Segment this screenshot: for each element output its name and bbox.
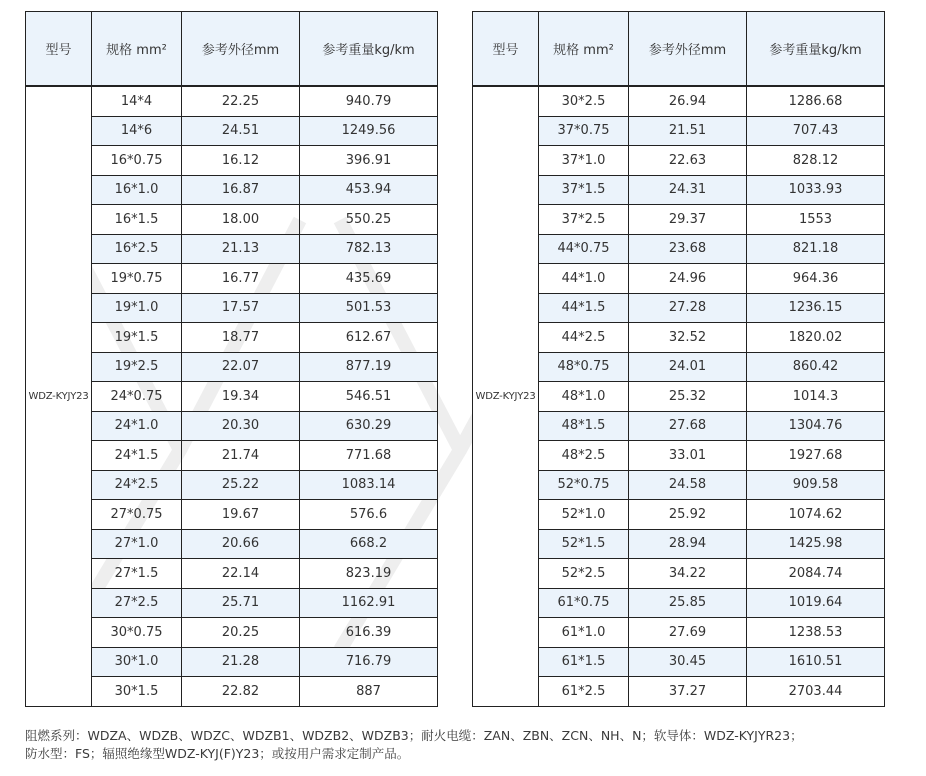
spec-cell: 37*1.0	[539, 146, 629, 176]
diameter-cell: 25.71	[182, 588, 300, 618]
weight-cell: 1238.53	[747, 618, 885, 648]
diameter-cell: 32.52	[629, 323, 747, 353]
header-weight: 参考重量kg/km	[747, 12, 885, 87]
spec-cell: 44*2.5	[539, 323, 629, 353]
weight-cell: 1249.56	[300, 116, 438, 146]
diameter-cell: 28.94	[629, 529, 747, 559]
weight-cell: 1425.98	[747, 529, 885, 559]
spec-table-left	[25, 11, 438, 707]
header-model: 型号	[26, 12, 92, 87]
weight-cell: 1019.64	[747, 588, 885, 618]
spec-cell: 61*2.5	[539, 677, 629, 707]
model-cell: WDZ-KYJY23	[26, 86, 92, 706]
spec-cell: 27*0.75	[92, 500, 182, 530]
diameter-cell: 18.77	[182, 323, 300, 353]
diameter-cell: 21.28	[182, 647, 300, 677]
spec-cell: 16*2.5	[92, 234, 182, 264]
spec-cell: 24*1.5	[92, 441, 182, 471]
diameter-cell: 18.00	[182, 205, 300, 235]
spec-cell: 52*1.0	[539, 500, 629, 530]
weight-cell: 612.67	[300, 323, 438, 353]
diameter-cell: 21.74	[182, 441, 300, 471]
diameter-cell: 20.30	[182, 411, 300, 441]
weight-cell: 546.51	[300, 382, 438, 412]
spec-cell: 37*2.5	[539, 205, 629, 235]
header-model: 型号	[473, 12, 539, 87]
table-row	[473, 86, 885, 116]
spec-cell: 48*2.5	[539, 441, 629, 471]
weight-cell: 716.79	[300, 647, 438, 677]
header-spec: 规格 mm²	[92, 12, 182, 87]
spec-cell: 19*0.75	[92, 264, 182, 294]
footnote-line-1: 阻燃系列：WDZA、WDZB、WDZC、WDZB1、WDZB2、WDZB3；耐火电缆：ZAN、ZBN、ZCN、NH、N；软导体：WDZ-KYJYR23；	[25, 728, 803, 743]
diameter-cell: 25.85	[629, 588, 747, 618]
diameter-cell: 23.68	[629, 234, 747, 264]
spec-cell: 27*1.0	[92, 529, 182, 559]
spec-cell: 30*1.0	[92, 647, 182, 677]
diameter-cell: 21.51	[629, 116, 747, 146]
spec-table-right	[472, 11, 885, 707]
footnote	[25, 727, 915, 763]
weight-cell: 1083.14	[300, 470, 438, 500]
spec-cell: 19*2.5	[92, 352, 182, 382]
spec-cell: 52*2.5	[539, 559, 629, 589]
weight-cell: 501.53	[300, 293, 438, 323]
diameter-cell: 16.77	[182, 264, 300, 294]
spec-cell: 61*1.5	[539, 647, 629, 677]
weight-cell: 964.36	[747, 264, 885, 294]
diameter-cell: 19.34	[182, 382, 300, 412]
header-diameter: 参考外径mm	[182, 12, 300, 87]
weight-cell: 1820.02	[747, 323, 885, 353]
spec-cell: 19*1.5	[92, 323, 182, 353]
weight-cell: 1610.51	[747, 647, 885, 677]
spec-cell: 44*1.0	[539, 264, 629, 294]
weight-cell: 1074.62	[747, 500, 885, 530]
diameter-cell: 22.82	[182, 677, 300, 707]
spec-cell: 16*1.5	[92, 205, 182, 235]
diameter-cell: 21.13	[182, 234, 300, 264]
diameter-cell: 25.22	[182, 470, 300, 500]
spec-cell: 61*0.75	[539, 588, 629, 618]
weight-cell: 550.25	[300, 205, 438, 235]
diameter-cell: 22.07	[182, 352, 300, 382]
spec-cell: 24*1.0	[92, 411, 182, 441]
diameter-cell: 27.28	[629, 293, 747, 323]
table-header-row	[26, 12, 438, 87]
spec-cell: 48*1.0	[539, 382, 629, 412]
weight-cell: 782.13	[300, 234, 438, 264]
weight-cell: 1033.93	[747, 175, 885, 205]
diameter-cell: 20.66	[182, 529, 300, 559]
diameter-cell: 24.58	[629, 470, 747, 500]
weight-cell: 828.12	[747, 146, 885, 176]
weight-cell: 823.19	[300, 559, 438, 589]
table-row	[26, 86, 438, 116]
diameter-cell: 27.69	[629, 618, 747, 648]
spec-cell: 52*1.5	[539, 529, 629, 559]
header-spec: 规格 mm²	[539, 12, 629, 87]
spec-cell: 30*1.5	[92, 677, 182, 707]
weight-cell: 1014.3	[747, 382, 885, 412]
spec-cell: 37*1.5	[539, 175, 629, 205]
weight-cell: 1927.68	[747, 441, 885, 471]
diameter-cell: 16.12	[182, 146, 300, 176]
diameter-cell: 24.96	[629, 264, 747, 294]
spec-cell: 16*1.0	[92, 175, 182, 205]
weight-cell: 453.94	[300, 175, 438, 205]
spec-cell: 44*1.5	[539, 293, 629, 323]
diameter-cell: 37.27	[629, 677, 747, 707]
diameter-cell: 19.67	[182, 500, 300, 530]
diameter-cell: 27.68	[629, 411, 747, 441]
footnote-line-2: 防水型：FS；辐照绝缘型WDZ-KYJ(F)Y23；或按用户需求定制产品。	[25, 746, 410, 761]
diameter-cell: 22.63	[629, 146, 747, 176]
weight-cell: 1162.91	[300, 588, 438, 618]
spec-cell: 37*0.75	[539, 116, 629, 146]
diameter-cell: 34.22	[629, 559, 747, 589]
weight-cell: 1304.76	[747, 411, 885, 441]
spec-cell: 61*1.0	[539, 618, 629, 648]
weight-cell: 668.2	[300, 529, 438, 559]
model-cell: WDZ-KYJY23	[473, 86, 539, 706]
weight-cell: 2703.44	[747, 677, 885, 707]
spec-cell: 19*1.0	[92, 293, 182, 323]
diameter-cell: 24.01	[629, 352, 747, 382]
diameter-cell: 22.14	[182, 559, 300, 589]
weight-cell: 887	[300, 677, 438, 707]
weight-cell: 909.58	[747, 470, 885, 500]
weight-cell: 771.68	[300, 441, 438, 471]
weight-cell: 940.79	[300, 86, 438, 116]
spec-cell: 16*0.75	[92, 146, 182, 176]
weight-cell: 1236.15	[747, 293, 885, 323]
diameter-cell: 24.31	[629, 175, 747, 205]
spec-cell: 27*2.5	[92, 588, 182, 618]
spec-cell: 48*1.5	[539, 411, 629, 441]
spec-cell: 14*4	[92, 86, 182, 116]
spec-cell: 24*2.5	[92, 470, 182, 500]
spec-cell: 52*0.75	[539, 470, 629, 500]
spec-cell: 48*0.75	[539, 352, 629, 382]
diameter-cell: 25.32	[629, 382, 747, 412]
header-weight: 参考重量kg/km	[300, 12, 438, 87]
diameter-cell: 24.51	[182, 116, 300, 146]
weight-cell: 630.29	[300, 411, 438, 441]
spec-cell: 24*0.75	[92, 382, 182, 412]
weight-cell: 821.18	[747, 234, 885, 264]
spec-cell: 14*6	[92, 116, 182, 146]
diameter-cell: 17.57	[182, 293, 300, 323]
diameter-cell: 20.25	[182, 618, 300, 648]
diameter-cell: 30.45	[629, 647, 747, 677]
weight-cell: 1553	[747, 205, 885, 235]
diameter-cell: 25.92	[629, 500, 747, 530]
diameter-cell: 29.37	[629, 205, 747, 235]
weight-cell: 707.43	[747, 116, 885, 146]
weight-cell: 396.91	[300, 146, 438, 176]
weight-cell: 435.69	[300, 264, 438, 294]
diameter-cell: 26.94	[629, 86, 747, 116]
weight-cell: 860.42	[747, 352, 885, 382]
diameter-cell: 33.01	[629, 441, 747, 471]
weight-cell: 1286.68	[747, 86, 885, 116]
header-diameter: 参考外径mm	[629, 12, 747, 87]
spec-cell: 44*0.75	[539, 234, 629, 264]
spec-cell: 30*2.5	[539, 86, 629, 116]
weight-cell: 2084.74	[747, 559, 885, 589]
spec-cell: 27*1.5	[92, 559, 182, 589]
table-header-row	[473, 12, 885, 87]
weight-cell: 877.19	[300, 352, 438, 382]
weight-cell: 576.6	[300, 500, 438, 530]
weight-cell: 616.39	[300, 618, 438, 648]
diameter-cell: 16.87	[182, 175, 300, 205]
diameter-cell: 22.25	[182, 86, 300, 116]
spec-cell: 30*0.75	[92, 618, 182, 648]
